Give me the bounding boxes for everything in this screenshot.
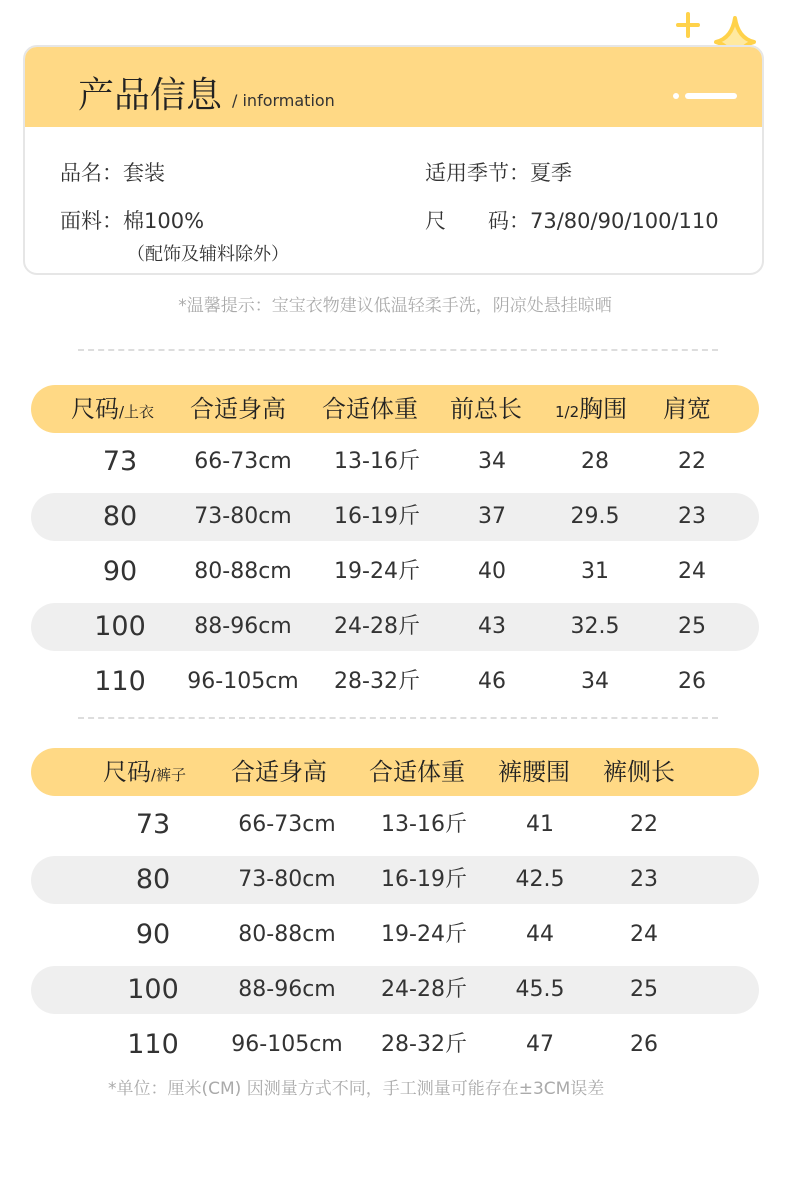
table-row bbox=[31, 548, 759, 596]
table-cell: 37 bbox=[478, 504, 506, 529]
table-cell: 23 bbox=[630, 867, 658, 892]
col-chest-header: 1/2胸围 bbox=[555, 395, 628, 423]
table-cell: 24 bbox=[678, 559, 706, 584]
col-height-header: 合适身高 bbox=[190, 395, 286, 423]
table-cell: 80-88cm bbox=[238, 922, 336, 947]
table-row bbox=[31, 801, 759, 849]
size-row bbox=[425, 205, 719, 235]
table-cell: 28-32斤 bbox=[334, 669, 420, 694]
table-row bbox=[31, 603, 759, 651]
col-length-header: 前总长 bbox=[450, 395, 522, 423]
col-weight-header: 合适体重 bbox=[322, 395, 418, 423]
col-side-length-header: 裤侧长 bbox=[603, 758, 675, 786]
table-cell: 41 bbox=[526, 812, 554, 837]
table-cell: 16-19斤 bbox=[334, 504, 420, 529]
table-cell: 13-16斤 bbox=[334, 449, 420, 474]
divider bbox=[78, 349, 718, 351]
table-row bbox=[31, 438, 759, 486]
table-cell: 45.5 bbox=[515, 977, 565, 1002]
fabric-label: 面料： bbox=[60, 209, 123, 233]
table-cell: 96-105cm bbox=[231, 1032, 343, 1057]
size-cell: 100 bbox=[127, 974, 179, 1005]
col-shoulder-header: 肩宽 bbox=[663, 395, 711, 423]
table-row bbox=[31, 911, 759, 959]
table-cell: 24 bbox=[630, 922, 658, 947]
name-value: 套装 bbox=[123, 161, 165, 185]
table-cell: 32.5 bbox=[570, 614, 620, 639]
table-cell: 43 bbox=[478, 614, 506, 639]
size-cell: 73 bbox=[102, 446, 138, 477]
table-cell: 29.5 bbox=[570, 504, 620, 529]
season-value: 夏季 bbox=[530, 161, 572, 185]
table-cell: 96-105cm bbox=[187, 669, 299, 694]
table-row bbox=[31, 493, 759, 541]
table-cell: 28 bbox=[581, 449, 609, 474]
size-cell: 110 bbox=[127, 1029, 179, 1060]
table-cell: 23 bbox=[678, 504, 706, 529]
table-cell: 66-73cm bbox=[238, 812, 336, 837]
table-cell: 34 bbox=[478, 449, 506, 474]
table-cell: 19-24斤 bbox=[334, 559, 420, 584]
col-size-header: 尺码/上衣 bbox=[71, 395, 155, 423]
table-cell: 19-24斤 bbox=[381, 922, 467, 947]
table-cell: 28-32斤 bbox=[381, 1032, 467, 1057]
table-cell: 47 bbox=[526, 1032, 554, 1057]
table-cell: 34 bbox=[581, 669, 609, 694]
table-cell: 80-88cm bbox=[194, 559, 292, 584]
top-table-header bbox=[31, 385, 759, 433]
fabric-value: 棉100% bbox=[123, 209, 205, 233]
table-cell: 16-19斤 bbox=[381, 867, 467, 892]
measurement-footnote: *单位：厘米(CM) 因测量方式不同，手工测量可能存在±3CM误差 bbox=[108, 1079, 605, 1099]
size-cell: 110 bbox=[94, 666, 146, 697]
size-cell: 73 bbox=[135, 809, 171, 840]
table-cell: 25 bbox=[630, 977, 658, 1002]
col-weight-header: 合适体重 bbox=[369, 758, 465, 786]
season-row bbox=[425, 157, 572, 187]
card-title: 产品信息 bbox=[78, 75, 223, 116]
table-cell: 66-73cm bbox=[194, 449, 292, 474]
col-size-header: 尺码/裤子 bbox=[103, 758, 187, 786]
card-header bbox=[25, 47, 762, 127]
table-cell: 73-80cm bbox=[238, 867, 336, 892]
divider bbox=[78, 717, 718, 719]
table-cell: 26 bbox=[678, 669, 706, 694]
season-label: 适用季节： bbox=[425, 161, 530, 185]
table-cell: 44 bbox=[526, 922, 554, 947]
table-cell: 40 bbox=[478, 559, 506, 584]
table-cell: 26 bbox=[630, 1032, 658, 1057]
col-height-header: 合适身高 bbox=[231, 758, 327, 786]
size-label: 尺 码： bbox=[425, 209, 530, 233]
card-subtitle: / information bbox=[232, 91, 335, 110]
table-row bbox=[31, 658, 759, 706]
table-cell: 42.5 bbox=[515, 867, 565, 892]
table-row bbox=[31, 966, 759, 1014]
size-cell: 100 bbox=[94, 611, 146, 642]
table-cell: 88-96cm bbox=[194, 614, 292, 639]
fabric-row bbox=[60, 205, 204, 235]
table-row bbox=[31, 856, 759, 904]
table-cell: 24-28斤 bbox=[334, 614, 420, 639]
fabric-note: （配饰及辅料除外） bbox=[127, 244, 289, 265]
table-cell: 31 bbox=[581, 559, 609, 584]
table-cell: 73-80cm bbox=[194, 504, 292, 529]
table-cell: 25 bbox=[678, 614, 706, 639]
table-cell: 13-16斤 bbox=[381, 812, 467, 837]
table-cell: 22 bbox=[630, 812, 658, 837]
size-value: 73/80/90/100/110 bbox=[530, 209, 719, 233]
table-cell: 46 bbox=[478, 669, 506, 694]
care-tip: *温馨提示：宝宝衣物建议低温轻柔手洗，阴凉处悬挂晾晒 bbox=[178, 296, 612, 316]
product-info-card bbox=[23, 45, 764, 275]
size-cell: 80 bbox=[135, 864, 171, 895]
table-cell: 88-96cm bbox=[238, 977, 336, 1002]
name-label: 品名： bbox=[60, 161, 123, 185]
size-cell: 90 bbox=[102, 556, 138, 587]
table-row bbox=[31, 1021, 759, 1069]
name-row bbox=[60, 157, 165, 187]
size-cell: 80 bbox=[102, 501, 138, 532]
size-cell: 90 bbox=[135, 919, 171, 950]
table-cell: 22 bbox=[678, 449, 706, 474]
pants-table-header bbox=[31, 748, 759, 796]
table-cell: 24-28斤 bbox=[381, 977, 467, 1002]
col-waist-header: 裤腰围 bbox=[498, 758, 570, 786]
